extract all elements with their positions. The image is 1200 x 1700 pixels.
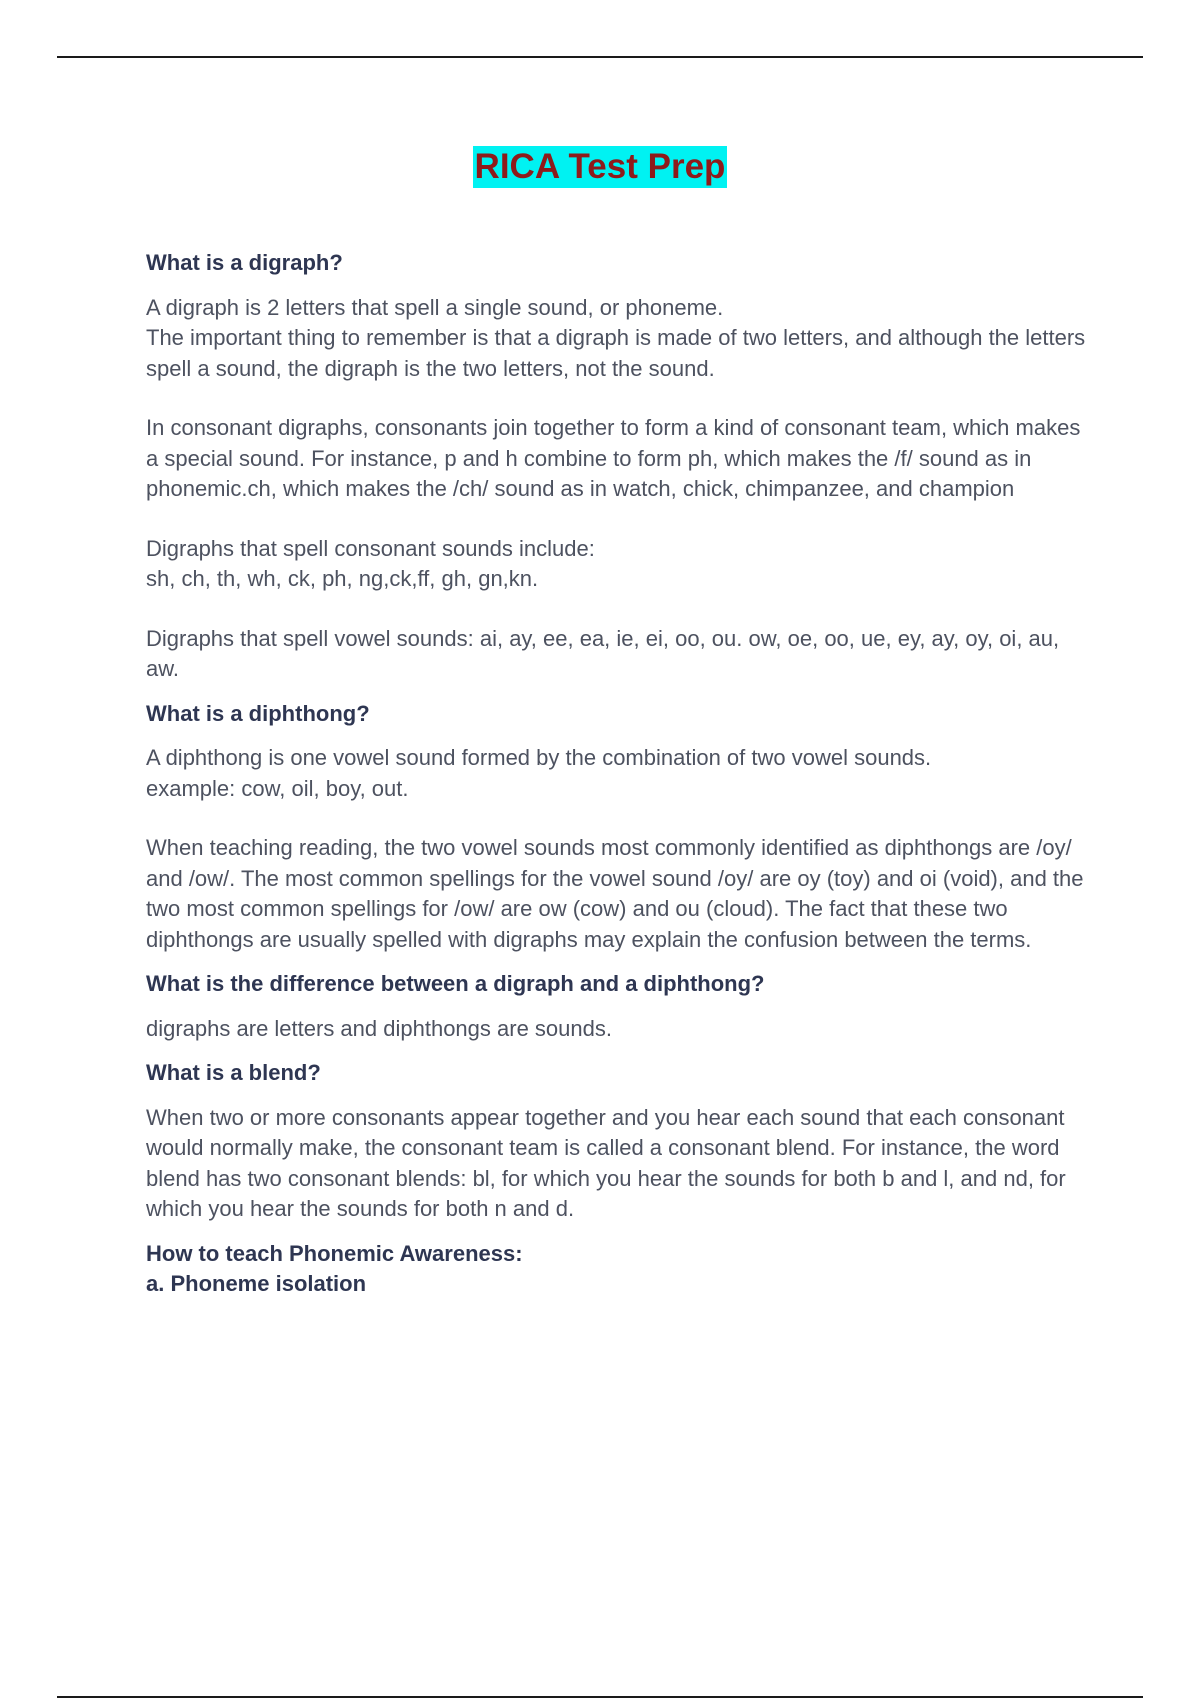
title-container (0, 146, 1200, 188)
bottom-rule (57, 1696, 1143, 1698)
teaching-diphthongs-part-1: When teaching reading, the two vowel sounds most commonly identified as diphthongs are /oy/ and /ow/. The most common spellings for the vowel sound /oy/ are oy (toy) and oi (void), and the two most common spellings for /ow/ are ow (cow) and ou (cloud). The fact that these two (146, 835, 1084, 921)
paragraph-vowel-list: Digraphs that spell vowel sounds: ai, ay, ee, ea, ie, ei, oo, ou. ow, oe, oo, ue, ey, ay, oy, oi, au, aw. (146, 625, 1060, 681)
heading-digraph: What is a digraph? (146, 250, 343, 275)
subheading-phoneme-isolation: a. Phoneme isolation (146, 1271, 367, 1296)
heading-phonemic-awareness: How to teach Phonemic Awareness: (146, 1240, 523, 1266)
paragraph-teaching-diphthongs (146, 833, 1091, 955)
teaching-diphthongs-part-2: diphthongs are usually spelled with digraphs may explain the confusion between the terms. (146, 926, 1032, 952)
diphthong-example: example: cow, oil, boy, out. (146, 775, 409, 801)
page-title: RICA Test Prep (474, 147, 726, 186)
paragraph-difference: digraphs are letters and diphthongs are sounds. (146, 1015, 612, 1041)
heading-blend: What is a blend? (146, 1060, 321, 1085)
consonant-list: sh, ch, th, wh, ck, ph, ng,ck,ff, gh, gn,kn. (146, 566, 539, 591)
heading-diphthong: What is a diphthong? (146, 700, 370, 726)
paragraph-consonant-list (146, 534, 1091, 595)
digraph-definition-line-2: The important thing to remember is that a digraph is made of two letters, and although the letters spell a sound, the digraph is the two letters, not the sound. (146, 325, 1086, 381)
paragraph-blend: When two or more consonants appear together and you hear each sound that each consonant would normally make, the consonant team is called a consonant blend. For instance, the word blend has two consonant blends: bl, for which you hear the sounds for both b and l, and nd, for which you hear the sounds for both n and d. (146, 1104, 1066, 1221)
diphthong-definition: A diphthong is one vowel sound formed by the combination of two vowel sounds. (146, 745, 932, 770)
paragraph-digraph-definition (146, 293, 1091, 385)
top-rule (57, 56, 1143, 58)
document-body (146, 248, 1091, 1314)
consonant-list-intro: Digraphs that spell consonant sounds include: (146, 535, 595, 561)
paragraph-diphthong-definition (146, 743, 1091, 804)
heading-difference: What is the difference between a digraph and a diphthong? (146, 971, 765, 996)
digraph-definition-line-1: A digraph is 2 letters that spell a single sound, or phoneme. (146, 294, 724, 320)
paragraph-consonant-digraphs: In consonant digraphs, consonants join together to form a kind of consonant team, which makes a special sound. For instance, p and h combine to form ph, which makes the /f/ sound as in phonemic.ch, which makes the /ch/ sound as in watch, chick, chimpanzee, and champion (146, 415, 1081, 501)
